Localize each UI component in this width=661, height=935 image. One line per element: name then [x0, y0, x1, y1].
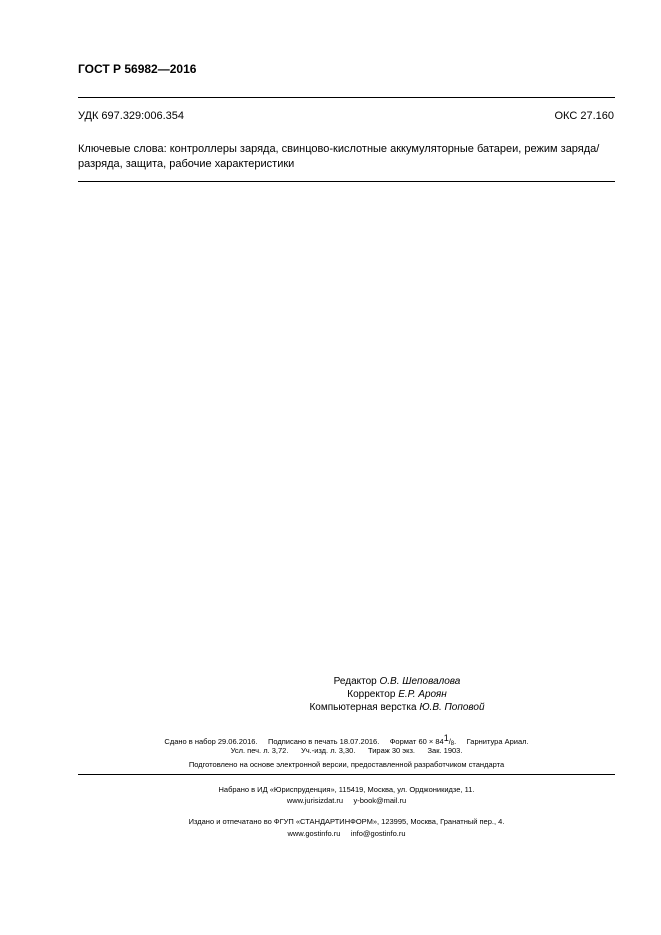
publisher-sheets: Уч.-изд. л. 3,30. — [300, 746, 356, 755]
oks-code: ОКС 27.160 — [554, 110, 614, 122]
set-date: Сдано в набор 29.06.2016. — [164, 737, 258, 746]
keywords: Ключевые слова: контроллеры заряда, свинцово-кислотные аккумуляторные батареи, режим заряда/разряда, защита, рабочие характеристики — [78, 143, 600, 170]
corrector-name: Е.Р. Ароян — [398, 689, 447, 700]
publisher-contacts — [78, 829, 615, 838]
top-divider — [78, 97, 615, 98]
paper-format: Формат $60 \times 84^1/_8$. — [389, 733, 457, 747]
layout-line — [262, 701, 532, 714]
keywords-divider — [78, 181, 615, 182]
publisher-email-link[interactable]: info@gostinfo.ru — [350, 829, 406, 838]
publisher-website-link[interactable]: www.gostinfo.ru — [287, 829, 341, 838]
imprint-divider — [78, 774, 615, 775]
typeset-website-link[interactable]: www.jurisizdat.ru — [286, 796, 344, 805]
publisher-info: Издано и отпечатано во ФГУП «СТАНДАРТИНФОРМ», 123995, Москва, Гранатный пер., 4. — [188, 817, 505, 826]
imprint-line-2 — [78, 746, 615, 755]
print-run: Тираж 30 экз. — [367, 746, 415, 755]
signed-date: Подписано в печать 18.07.2016. — [267, 737, 380, 746]
order-number: Зак. 1903. — [427, 746, 463, 755]
typeset-info: Набрано в ИД «Юриспруденция», 115419, Москва, ул. Орджоникидзе, 11. — [218, 785, 475, 794]
layout-label: Компьютерная верстка — [309, 702, 417, 713]
corrector-line — [262, 688, 532, 701]
credits-block — [262, 675, 532, 714]
udk-code: УДК 697.329:006.354 — [78, 110, 184, 122]
prepared-note: Подготовлено на основе электронной версии, предоставленной разработчиком стандарта — [188, 760, 505, 769]
print-sheets: Усл. печ. л. 3,72. — [230, 746, 289, 755]
layout-name: Ю.В. Поповой — [419, 702, 485, 713]
editor-name: О.В. Шеповалова — [379, 676, 461, 687]
standard-number: ГОСТ Р 56982—2016 — [78, 62, 197, 76]
corrector-label: Корректор — [347, 689, 396, 700]
typeset-email-link[interactable]: y-book@mail.ru — [353, 796, 407, 805]
typeset-contacts — [78, 796, 615, 805]
typeface: Гарнитура Ариал. — [466, 737, 529, 746]
editor-line — [262, 675, 532, 688]
imprint-line-1 — [78, 733, 615, 747]
editor-label: Редактор — [333, 676, 377, 687]
